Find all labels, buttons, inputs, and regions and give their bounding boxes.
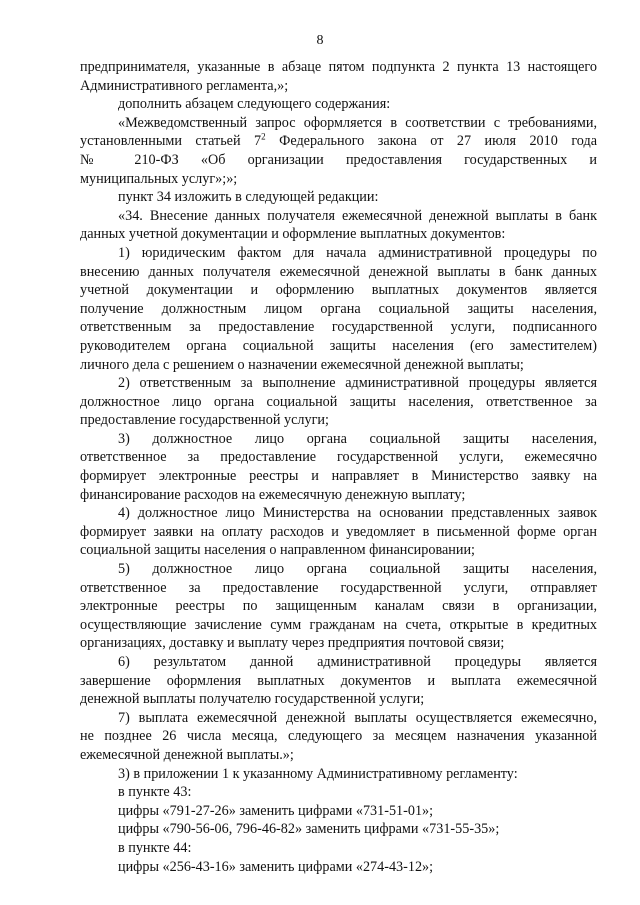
text-line	[80, 486, 597, 505]
text-line-content: социальной защиты населения о направленном финансировании;	[80, 542, 475, 559]
text-line-content: 6) результатом данной административной процедуры является	[118, 654, 597, 670]
text-line	[80, 356, 597, 375]
text-line	[80, 802, 597, 821]
text-line	[80, 765, 597, 784]
text-line	[80, 263, 597, 282]
text-line-content: ответственное за предоставление государственной услуги, ежемесячно	[80, 449, 597, 466]
text-line-content: Административного регламента,»;	[80, 77, 289, 94]
text-line	[80, 727, 597, 746]
text-line	[80, 207, 597, 226]
text-line-content: учетной документации и оформлению выплатных документов является	[80, 282, 597, 299]
text-line-content: финансирование расходов на ежемесячную денежную выплату;	[80, 486, 466, 503]
text-line	[80, 77, 597, 96]
text-line	[80, 170, 597, 189]
text-line	[80, 337, 597, 356]
text-line-content: 1) юридическим фактом для начала административной процедуры по	[118, 244, 597, 261]
text-line	[80, 300, 597, 319]
text-line-content: ежемесячной денежной выплаты.»;	[80, 746, 294, 763]
text-line-content: денежной выплаты получателю государственной услуги;	[80, 691, 425, 708]
text-line-content: не позднее 26 числа месяца, следующего за месяцем назначения указанной	[80, 728, 597, 745]
text-line-content: 7) выплата ежемесячной денежной выплаты осуществляется ежемесячно,	[118, 709, 597, 726]
text-line-content: личного дела с решением о назначении ежемесячной денежной выплаты;	[80, 356, 524, 373]
text-line	[80, 244, 597, 263]
text-line-content: организациях, доставку и выплату через предприятия почтовой связи;	[80, 635, 505, 652]
text-line-content: предоставление государственной услуги;	[80, 412, 329, 429]
text-line-content: осуществляющие зачисление сумм гражданам на счета, открытые в кредитных	[80, 616, 597, 633]
text-line	[80, 318, 597, 337]
text-line	[80, 374, 597, 393]
text-line	[80, 114, 597, 133]
text-line	[80, 746, 597, 765]
document-body	[80, 58, 597, 876]
text-line-content: 2) ответственным за выполнение административной процедуры является	[118, 375, 597, 392]
text-line	[80, 504, 597, 523]
text-line	[80, 709, 597, 728]
text-line-content: цифры «790-56-06, 796-46-82» заменить цифрами «731-55-35»;	[118, 821, 500, 838]
text-line	[80, 95, 597, 114]
text-line-content: получение должностным лицом органа социальной защиты населения,	[80, 300, 597, 317]
text-line-content: 3) должностное лицо органа социальной защиты населения,	[118, 430, 597, 447]
text-line	[80, 672, 597, 691]
text-line	[80, 58, 597, 77]
text-line	[80, 132, 597, 151]
text-line	[80, 281, 597, 300]
text-line	[80, 616, 597, 635]
text-line-content: электронные реестры по защищенным каналам связи в организации,	[80, 598, 597, 615]
text-line-content: должностное лицо органа социальной защиты населения, ответственное за	[80, 393, 597, 410]
superscript: 2	[261, 132, 266, 142]
text-line-content: в пункте 43:	[118, 784, 192, 801]
text-line-continuation: Федерального закона от 27 июля 2010 года	[265, 133, 597, 150]
text-line	[80, 151, 597, 170]
text-line	[80, 225, 597, 244]
text-line	[80, 541, 597, 560]
text-line-content: цифры «256-43-16» заменить цифрами «274-43-12»;	[118, 858, 434, 875]
text-line	[80, 653, 597, 672]
text-line-content: № 210-ФЗ «Об организации предоставления государственных и	[80, 151, 597, 168]
text-line	[80, 690, 597, 709]
text-line-content: внесению данных получателя ежемесячной денежной выплаты в банк данных	[80, 263, 597, 280]
text-line-content: предпринимателя, указанные в абзаце пятом подпункта 2 пункта 13 настоящего	[80, 59, 597, 75]
text-line-content: цифры «791-27-26» заменить цифрами «731-51-01»;	[118, 802, 434, 819]
text-line	[80, 467, 597, 486]
text-line	[80, 597, 597, 616]
text-line-content: «34. Внесение данных получателя ежемесячной денежной выплаты в банк	[118, 207, 597, 224]
text-line-content: в пункте 44:	[118, 839, 192, 856]
text-line-content: 4) должностное лицо Министерства на основании представленных заявок	[118, 505, 597, 522]
text-line	[80, 393, 597, 412]
text-line	[80, 783, 597, 802]
text-line	[80, 560, 597, 579]
text-line	[80, 523, 597, 542]
text-line-content: 5) должностное лицо органа социальной защиты населения,	[118, 561, 597, 578]
text-line	[80, 411, 597, 430]
text-line-content: 3) в приложении 1 к указанному Административному регламенту:	[118, 765, 518, 782]
page-number: 8	[316, 33, 324, 48]
text-line-content: муниципальных услуг»;»;	[80, 170, 238, 187]
text-line-content: формирует электронные реестры и направляет в Министерство заявку на	[80, 468, 597, 485]
text-line	[80, 820, 597, 839]
text-line-content: формирует заявки на оплату расходов и уведомляет в письменной форме орган	[80, 523, 597, 540]
text-line	[80, 858, 597, 877]
text-line	[80, 579, 597, 598]
text-line-content: данных учетной документации и оформление выплатных документов:	[80, 226, 506, 243]
text-line	[80, 839, 597, 858]
text-line-content: «Межведомственный запрос оформляется в соответствии с требованиями,	[118, 114, 597, 131]
text-line	[80, 188, 597, 207]
text-line-content: пункт 34 изложить в следующей редакции:	[118, 189, 379, 206]
text-line	[80, 634, 597, 653]
text-line-content: ответственное за предоставление государственной услуги, отправляет	[80, 579, 597, 596]
text-line	[80, 448, 597, 467]
text-line-content: ответственным за предоставление государственной услуги, подписанного	[80, 319, 597, 336]
text-line-content: руководителем органа социальной защиты населения (его заместителем)	[80, 337, 597, 354]
text-line-content: завершение оформления выплатных документов и выплата ежемесячной	[80, 672, 597, 689]
text-line-content: установленными статьей 7	[80, 133, 262, 150]
text-line-content: дополнить абзацем следующего содержания:	[118, 96, 391, 113]
text-line	[80, 430, 597, 449]
